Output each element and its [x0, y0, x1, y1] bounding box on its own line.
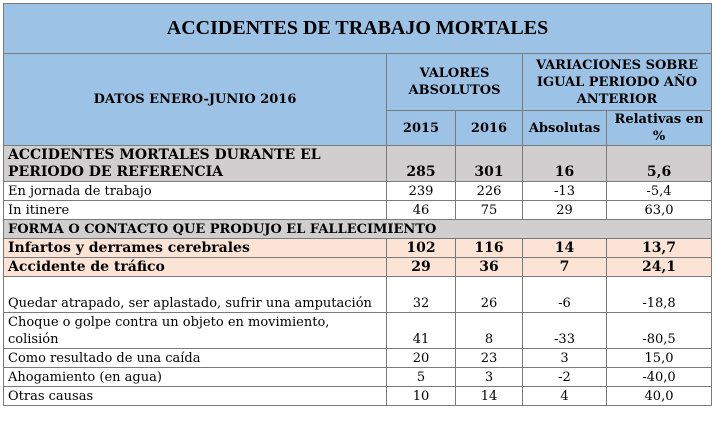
cell-2015: 41	[387, 313, 456, 349]
row-label: In itinere	[4, 201, 387, 220]
cell-2016: 36	[456, 258, 523, 277]
period-header: DATOS ENERO-JUNIO 2016	[4, 54, 387, 146]
cell-2015: 32	[387, 277, 456, 313]
row-label: Como resultado de una caída	[4, 349, 387, 368]
cell-absolutas: 3	[523, 349, 607, 368]
table-row	[4, 387, 712, 406]
cell-absolutas: -33	[523, 313, 607, 349]
cell-2016: 23	[456, 349, 523, 368]
row-label: En jornada de trabajo	[4, 182, 387, 201]
cell-2015: 10	[387, 387, 456, 406]
cell-absolutas: 7	[523, 258, 607, 277]
cell-relativas: -18,8	[607, 277, 712, 313]
cell-2016: 8	[456, 313, 523, 349]
table-row	[4, 239, 712, 258]
row-label: Accidente de tráfico	[4, 258, 387, 277]
row-label: Quedar atrapado, ser aplastado, sufrir una amputación	[4, 277, 387, 313]
cell-absolutas: -2	[523, 368, 607, 387]
cell-2015: 239	[387, 182, 456, 201]
cell-relativas: 40,0	[607, 387, 712, 406]
row-label: Otras causas	[4, 387, 387, 406]
section-header-row	[4, 220, 712, 239]
cell-absolutas: -13	[523, 182, 607, 201]
cell-2015: 46	[387, 201, 456, 220]
cell-2016: 14	[456, 387, 523, 406]
absolute-values-header: VALORES ABSOLUTOS	[387, 54, 523, 111]
table-row	[4, 258, 712, 277]
cell-relativas: 15,0	[607, 349, 712, 368]
cell-2016: 26	[456, 277, 523, 313]
row-label: Choque o golpe contra un objeto en movimiento, colisión	[4, 313, 387, 349]
cell-2016: 116	[456, 239, 523, 258]
cell-absolutas: 14	[523, 239, 607, 258]
table-row	[4, 182, 712, 201]
cell-relativas: 63,0	[607, 201, 712, 220]
table-title: ACCIDENTES DE TRABAJO MORTALES	[4, 4, 712, 54]
table-row	[4, 313, 712, 349]
variations-header: VARIACIONES SOBRE IGUAL PERIODO AÑO ANTERIOR	[523, 54, 712, 111]
section-total-row	[4, 146, 712, 182]
cell-2016: 301	[456, 146, 523, 182]
cell-relativas: -5,4	[607, 182, 712, 201]
cell-absolutas: 29	[523, 201, 607, 220]
cell-relativas: 5,6	[607, 146, 712, 182]
cell-2016: 226	[456, 182, 523, 201]
table-row	[4, 201, 712, 220]
row-label: Ahogamiento (en agua)	[4, 368, 387, 387]
col-2016-header: 2016	[456, 111, 523, 146]
table-row	[4, 277, 712, 313]
cell-absolutas: 4	[523, 387, 607, 406]
fatal-accidents-table	[3, 3, 712, 406]
cell-relativas: -40,0	[607, 368, 712, 387]
cell-2016: 3	[456, 368, 523, 387]
cell-absolutas: 16	[523, 146, 607, 182]
cell-2015: 5	[387, 368, 456, 387]
cell-absolutas: -6	[523, 277, 607, 313]
col-absolutas-header: Absolutas	[523, 111, 607, 146]
cell-relativas: 24,1	[607, 258, 712, 277]
cell-2015: 29	[387, 258, 456, 277]
col-relativas-header: Relativas en %	[607, 111, 712, 146]
cell-relativas: 13,7	[607, 239, 712, 258]
table-row	[4, 368, 712, 387]
table-row	[4, 349, 712, 368]
section-label: ACCIDENTES MORTALES DURANTE EL PERIODO DE REFERENCIA	[4, 146, 387, 182]
cell-2015: 102	[387, 239, 456, 258]
col-2015-header: 2015	[387, 111, 456, 146]
cell-2015: 20	[387, 349, 456, 368]
row-label: Infartos y derrames cerebrales	[4, 239, 387, 258]
cell-2016: 75	[456, 201, 523, 220]
cell-relativas: -80,5	[607, 313, 712, 349]
section-label: FORMA O CONTACTO QUE PRODUJO EL FALLECIMIENTO	[4, 220, 712, 239]
cell-2015: 285	[387, 146, 456, 182]
